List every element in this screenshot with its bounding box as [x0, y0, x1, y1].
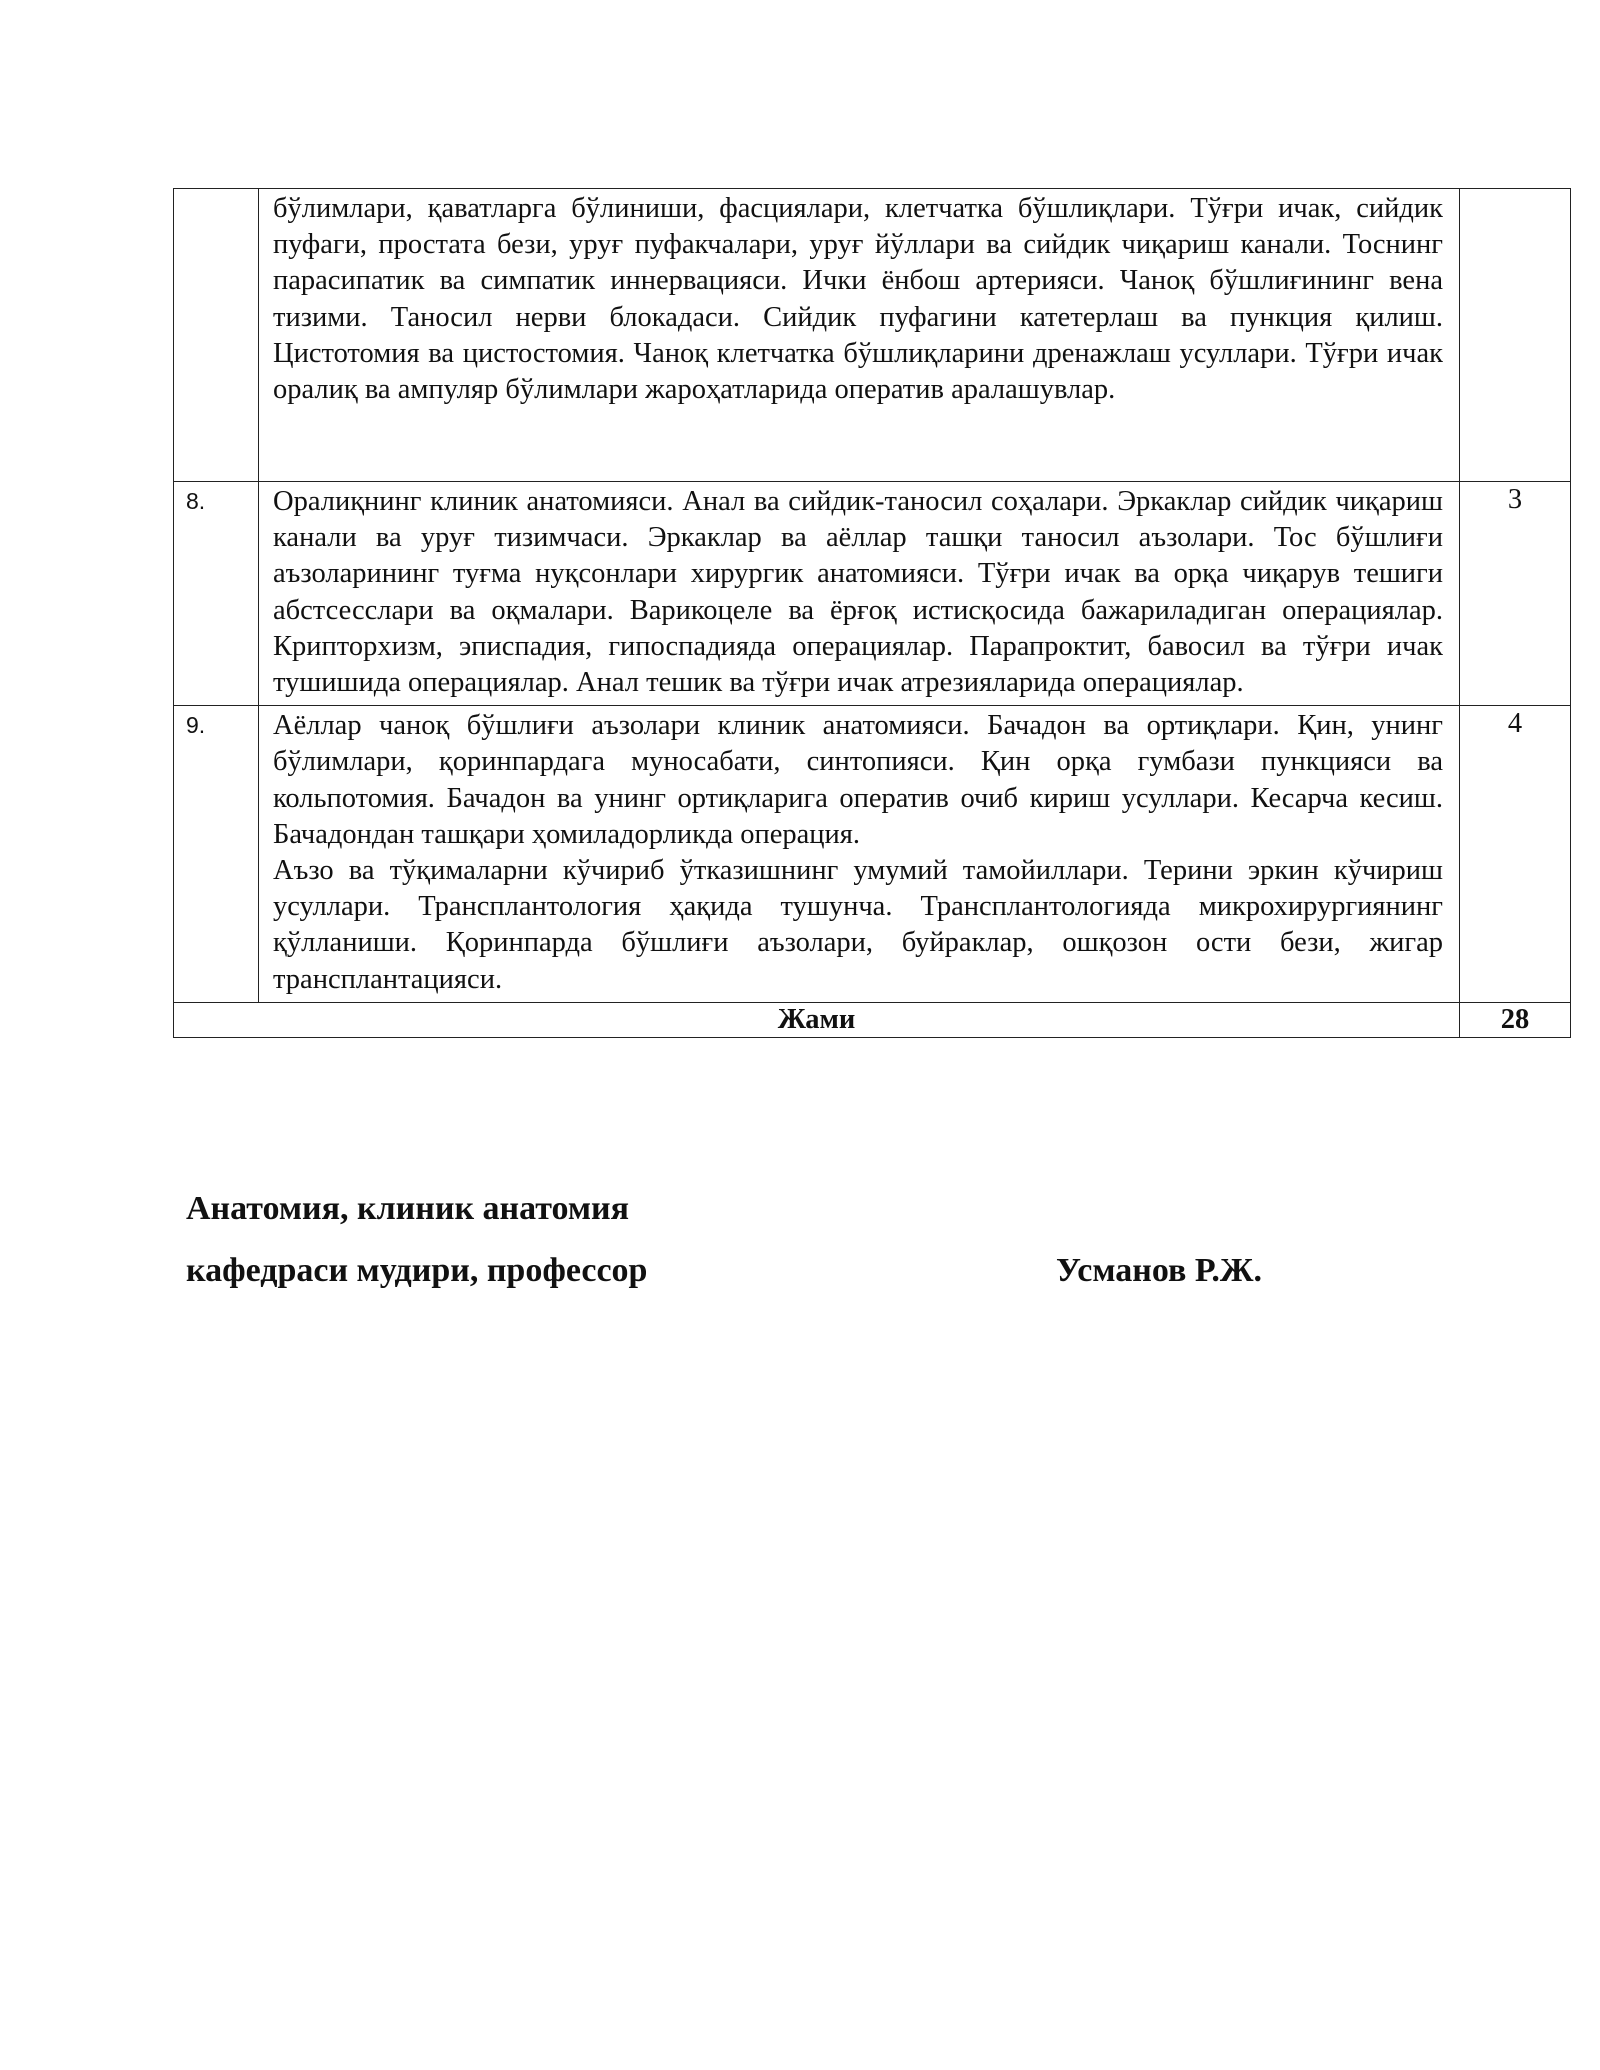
topic-paragraph: Оралиқнинг клиник анатомияси. Анал ва сийдик-таносил соҳалари. Эркаклар сийдик чиқариш канали ва уруғ тизимчаси. Эркаклар ва аёллар ташқи таносил аъзолари. Тос бўшлиғи аъзоларининг туғма нуқсонлари хирургик анатомияси. Тўғри ичак ва орқа чиқарув тешиги абстсесслари ва оқмалари. Варикоцеле ва ёрғоқ истисқосида бажариладиган операциялар. Крипторхизм, эписпадия, гипоспадияда операциялар. Парапроктит, бавосил ва тўғри ичак тушишида операциялар. Анал тешик ва тўғри ичак атрезияларида операциялар. [273, 486, 1443, 699]
signature-department-line1: Анатомия, клиник анатомия [186, 1190, 629, 1227]
row-topic [259, 706, 1460, 1003]
row-topic [259, 482, 1460, 706]
row-number [174, 189, 259, 482]
topic-paragraph: Аёллар чаноқ бўшлиғи аъзолари клиник анатомияси. Бачадон ва ортиқлари. Қин, унинг бўлимлари, қоринпардага муносабати, синтопияси. Қин орқа гумбази пункцияси ва кольпотомия. Бачадон ва унинг ортиқларига оператив очиб кириш усуллари. Кесарча кесиш. Бачадондан ташқари ҳомиладорликда операция. [273, 710, 1443, 850]
row-topic [259, 189, 1460, 482]
signature-department-line2: кафедраси мудири, профессор [186, 1252, 648, 1289]
curriculum-table [173, 188, 1571, 1038]
topic-paragraph: бўлимлари, қаватларга бўлиниши, фасциялари, клетчатка бўшлиқлари. Тўғри ичак, сийдик пуфаги, простата бези, уруғ пуфакчалари, уруғ йўллари ва сийдик чиқариш канали. Тоснинг парасипатик ва симпатик иннервацияси. Ички ёнбош артерияси. Чаноқ бўшлиғининг вена тизими. Таносил нерви блокадаси. Сийдик пуфагини катетерлаш ва пункция қилиш. Цистотомия ва цистостомия. Чаноқ клетчатка бўшлиқларини дренажлаш усуллари. Тўғри ичак оралиқ ва ампуляр бўлимлари жароҳатларида оператив аралашувлар. [273, 193, 1443, 406]
total-label: Жами [174, 1002, 1460, 1037]
topic-paragraph: Аъзо ва тўқималарни кўчириб ўтказишнинг умумий тамойиллари. Терини эркин кўчириш усуллари. Трансплантология ҳақида тушунча. Трансплантологияда микрохирургиянинг қўлланиши. Қоринпарда бўшлиғи аъзолари, буйраклар, ошқозон ости бези, жигар трансплантацияси. [273, 855, 1443, 995]
total-row [174, 1002, 1571, 1037]
signature-name: Усманов Р.Ж. [1056, 1252, 1263, 1289]
row-hours: 3 [1460, 482, 1571, 706]
table-row [174, 189, 1571, 482]
row-number: 9. [174, 706, 259, 1003]
row-hours [1460, 189, 1571, 482]
row-hours: 4 [1460, 706, 1571, 1003]
table-row [174, 482, 1571, 706]
total-value: 28 [1460, 1002, 1571, 1037]
table-row [174, 706, 1571, 1003]
row-number: 8. [174, 482, 259, 706]
